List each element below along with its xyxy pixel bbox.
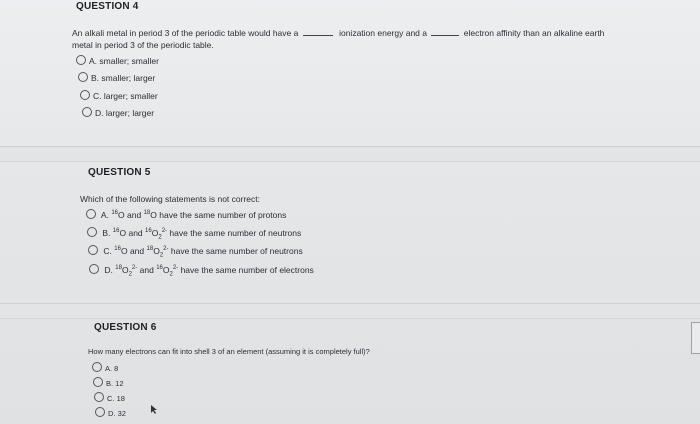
question-6-header: QUESTION 6 bbox=[94, 322, 157, 333]
radio-button[interactable] bbox=[87, 227, 97, 237]
panel-edge bbox=[691, 322, 700, 354]
radio-button[interactable] bbox=[76, 55, 86, 65]
q6-option-c[interactable]: C. 18 bbox=[94, 392, 125, 403]
question-separator bbox=[0, 146, 700, 162]
q5-option-a[interactable]: A. $^{16}$O and $^{18}$O have the same number of protons bbox=[86, 209, 286, 220]
question-4-text-part3: electron affinity than an alkaline earth bbox=[463, 28, 605, 38]
q5-option-c[interactable]: C. $^{16}$O and $^{18}O_2^{2-}$ have the same number of neutrons bbox=[88, 245, 303, 259]
mouse-cursor-icon bbox=[151, 405, 158, 414]
q5-option-d[interactable]: D. $^{18}O_2^{2-}$ and $^{16}O_2^{2-}$ have the same number of electrons bbox=[89, 264, 314, 278]
question-separator bbox=[0, 303, 700, 319]
q4-option-d[interactable]: D. larger; larger bbox=[82, 107, 154, 118]
radio-button[interactable] bbox=[93, 377, 103, 387]
radio-button[interactable] bbox=[89, 264, 99, 274]
q4-option-b[interactable]: B. smaller; larger bbox=[78, 72, 155, 83]
question-5-text: Which of the following statements is not correct: bbox=[80, 194, 260, 204]
q4-option-a[interactable]: A. smaller; smaller bbox=[76, 55, 159, 66]
q6-option-d[interactable]: D. 32 bbox=[95, 407, 126, 418]
radio-button[interactable] bbox=[94, 392, 104, 402]
answer-blank-2 bbox=[431, 35, 459, 36]
question-4-text bbox=[72, 27, 692, 51]
question-6-text: How many electrons can fit into shell 3 of an element (assuming it is completely full)? bbox=[88, 347, 370, 356]
question-5-header: QUESTION 5 bbox=[88, 167, 151, 178]
question-4-text-part2: ionization energy and a bbox=[339, 28, 427, 38]
question-4-text-line2: metal in period 3 of the periodic table. bbox=[72, 40, 214, 50]
q6-option-b[interactable]: B. 12 bbox=[93, 377, 124, 388]
radio-button[interactable] bbox=[78, 72, 88, 82]
radio-button[interactable] bbox=[95, 407, 105, 417]
q6-option-a[interactable]: A. 8 bbox=[92, 362, 118, 373]
radio-button[interactable] bbox=[92, 362, 102, 372]
q4-option-c[interactable]: C. larger; smaller bbox=[80, 90, 158, 101]
question-4-header: QUESTION 4 bbox=[76, 1, 139, 12]
radio-button[interactable] bbox=[80, 90, 90, 100]
q5-option-b[interactable]: B. $^{16}$O and $^{16}O_2^{2-}$ have the same number of neutrons bbox=[87, 227, 301, 241]
radio-button[interactable] bbox=[88, 245, 98, 255]
question-4-text-part1: An alkali metal in period 3 of the periodic table would have a bbox=[72, 28, 299, 38]
radio-button[interactable] bbox=[82, 107, 92, 117]
answer-blank-1 bbox=[303, 35, 333, 36]
radio-button[interactable] bbox=[86, 209, 96, 219]
